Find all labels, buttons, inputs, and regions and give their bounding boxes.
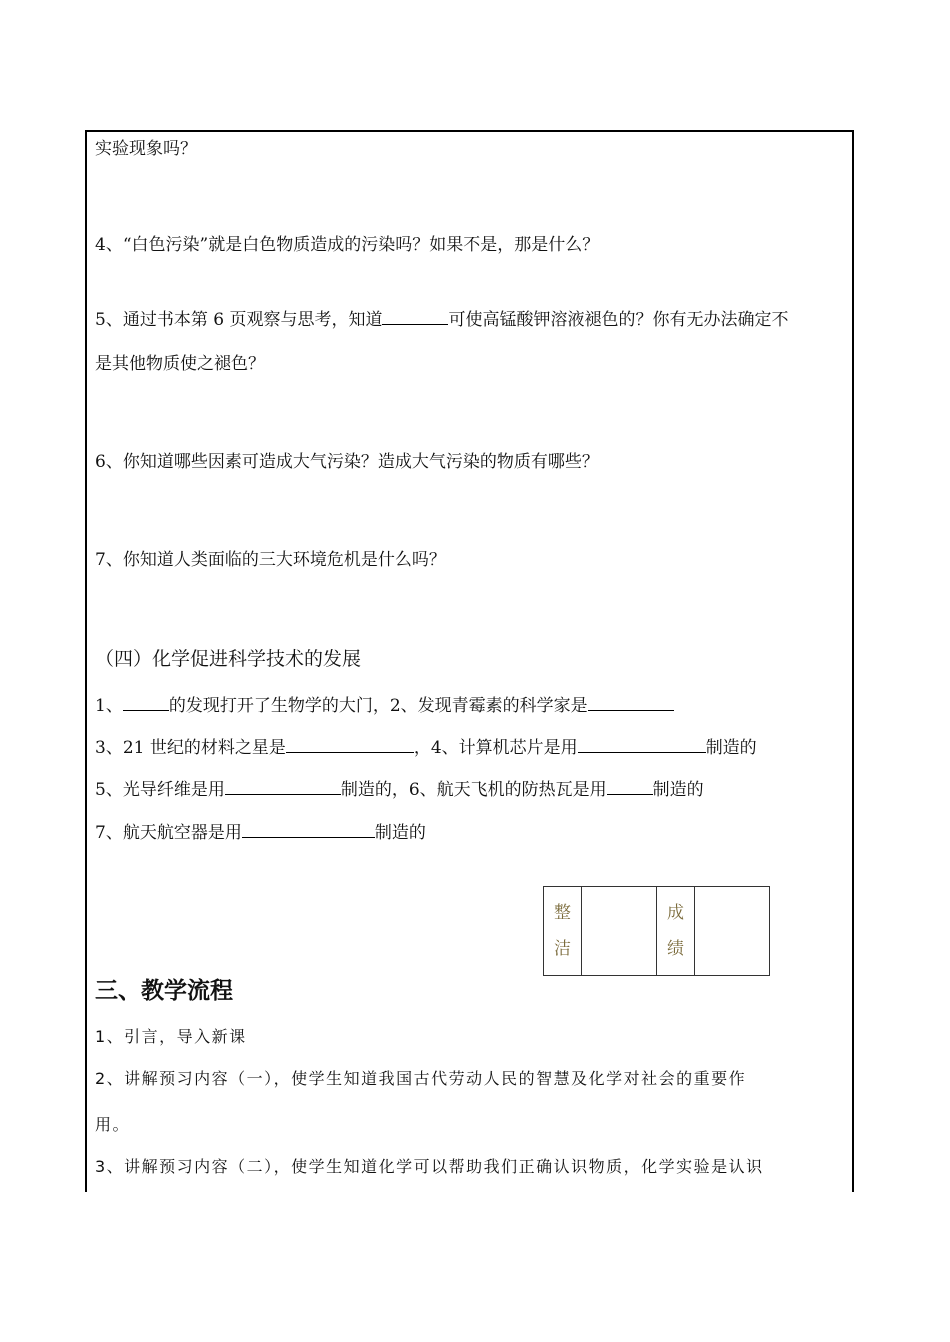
fill-text: 3、21 世纪的材料之星是 (95, 738, 286, 758)
fill-line-4 (95, 819, 426, 844)
neat-label (544, 887, 582, 976)
question-4: 4、“白色污染”就是白色物质造成的污染吗？如果不是，那是什么？ (95, 235, 600, 255)
fill-text: 制造的，6、航天飞机的防热瓦是用 (340, 780, 607, 800)
fill-text: 7、航天航空器是用 (95, 823, 242, 843)
question-5 (95, 306, 788, 331)
fill-line-2 (95, 734, 757, 759)
score-table (543, 886, 770, 976)
grade-label (656, 887, 694, 976)
fill-text: 制造的 (652, 780, 704, 800)
fill-line-1 (95, 692, 674, 717)
answer-blank[interactable] (578, 734, 706, 753)
fill-text: 1、 (95, 696, 123, 716)
fill-text: ，4、计算机芯片是用 (413, 738, 578, 758)
question-7: 7、你知道人类面临的三大环境危机是什么吗？ (95, 550, 446, 570)
flow-step-3: 3、讲解预习内容（二），使学生知道化学可以帮助我们正确认识物质，化学实验是认识 (95, 1157, 764, 1176)
answer-blank[interactable] (225, 776, 341, 795)
fill-text: 制造的 (705, 738, 757, 758)
question-5-line2: 是其他物质使之褪色？ (95, 354, 265, 374)
flow-step-2: 2、讲解预习内容（一），使学生知道我国古代劳动人民的智慧及化学对社会的重要作 (95, 1069, 747, 1088)
answer-blank[interactable] (286, 734, 414, 753)
fill-line-3 (95, 776, 704, 801)
flow-step-1: 1、引言，导入新课 (95, 1027, 247, 1046)
neat-char-1: 整 (554, 903, 571, 923)
answer-blank[interactable] (242, 819, 375, 838)
fill-text: 5、光导纤维是用 (95, 780, 225, 800)
grade-char-2: 绩 (666, 939, 684, 959)
flow-step-2-line2: 用。 (95, 1115, 131, 1134)
answer-blank[interactable] (123, 692, 169, 711)
grade-char-1: 成 (666, 903, 684, 923)
question-6: 6、你知道哪些因素可造成大气污染？造成大气污染的物质有哪些？ (95, 452, 599, 472)
answer-blank[interactable] (607, 776, 653, 795)
answer-blank[interactable] (588, 692, 674, 711)
question-5-post: 可使高锰酸钾溶液褪色的？你有无办法确定不 (448, 310, 789, 330)
grade-score-cell[interactable] (694, 887, 769, 976)
neat-score-cell[interactable] (582, 887, 657, 976)
neat-char-2: 洁 (554, 939, 571, 959)
question-5-pre: 5、通过书本第 6 页观察与思考，知道 (95, 310, 383, 330)
fill-text: 的发现打开了生物学的大门，2、发现青霉素的科学家是 (168, 696, 588, 716)
question-3-tail: 实验现象吗？ (95, 139, 197, 159)
section-4-title: （四）化学促进科学技术的发展 (95, 648, 362, 670)
section-3-title: 三、教学流程 (95, 978, 233, 1004)
answer-blank[interactable] (382, 306, 448, 325)
fill-text: 制造的 (374, 823, 426, 843)
